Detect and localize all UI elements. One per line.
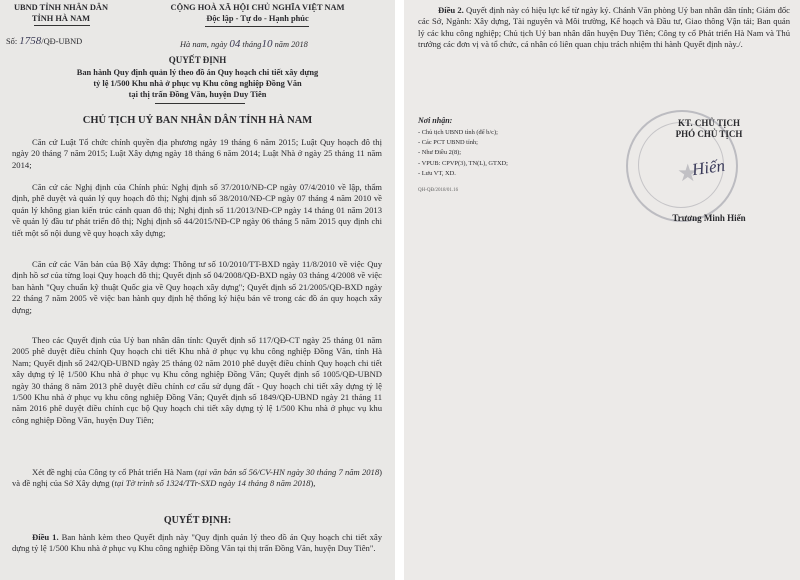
file-code: QH-QĐ/2018/01.16 xyxy=(418,188,459,193)
document-number: Số: 1758/QĐ-UBND xyxy=(6,35,83,47)
decision-title: QUYẾT ĐỊNH xyxy=(168,55,227,65)
official-seal: ★ xyxy=(626,110,738,222)
document-page-1 xyxy=(0,0,395,580)
document-page-2 xyxy=(404,0,800,580)
national-motto: Độc lập - Tự do - Hạnh phúc xyxy=(206,14,309,23)
article-2: Điều 2. Quyết định này có hiệu lực kể từ ngày ký. Chánh Văn phòng Uỷ ban nhân dân tỉnh; Giám đốc các Sở, Ngành: Xây dựng, Tài nguyên và Môi trường, Kế hoạch và Đầu tư, Giao thông Vận tải; Ban quản lý các khu công nghiệp; Chủ tịch Uỷ ban nhân dân huyện Duy Tiên; Công ty cổ Phát triển Hà Nam và Thủ trưởng các đơn vị và tổ chức, cá nhân có liên quan chịu trách nhiệm thi hành Quyết định này./. xyxy=(418,5,790,50)
legal-basis-decrees: Căn cứ các Nghị định của Chính phủ: Nghị định số 37/2010/NĐ-CP ngày 07/4/2010 về lập, thẩm định, phê duyệt và quản lý quy hoạch đô thị; Nghị định số 38/2010/NĐ-CP ngày 07 tháng 4 năm 2010 về quản lý không gian kiến trúc cảnh quan đô thị; Nghị định số 11/2013/NĐ-CP ngày 14 tháng 01 năm 2013 về quản lý đầu tư phát triển đô thị; Nghị định số 44/2015/NĐ-CP ngày 06 tháng 5 năm 2015 quy định chi tiết một số nội dung về quy hoạch xây dựng; xyxy=(12,182,382,238)
recipient-item: - Như Điều 2(8); xyxy=(418,149,462,157)
recipient-item: - Các PCT UBND tỉnh; xyxy=(418,139,478,147)
place-date: Hà nam, ngày 04 tháng10 năm 2018 xyxy=(180,38,308,50)
agency-name-line2: TỈNH HÀ NAM xyxy=(31,14,91,23)
decision-subject-line2: tỷ lệ 1/500 Khu nhà ở phục vụ Khu công nghiệp Đồng Văn xyxy=(93,79,302,88)
recipient-item: - Chủ tịch UBND tỉnh (để b/c); xyxy=(418,129,498,136)
signer-name: Trương Minh Hiến xyxy=(672,213,746,223)
subject-underline xyxy=(155,103,245,104)
recipients-title: Nơi nhận: xyxy=(418,116,453,125)
agency-underline xyxy=(34,25,90,26)
signature-title: PHÓ CHỦ TỊCH xyxy=(675,129,743,139)
decision-subject-line1: Ban hành Quy định quản lý theo đồ án Quy hoạch chi tiết xây dựng xyxy=(76,68,319,77)
authority-heading: CHỦ TỊCH UỶ BAN NHÂN DÂN TỈNH HÀ NAM xyxy=(82,115,313,126)
decision-subject-line3: tại thị trấn Đồng Văn, huyện Duy Tiên xyxy=(128,90,267,99)
motto-underline xyxy=(205,26,309,27)
legal-basis-ministry: Căn cứ các Văn bản của Bộ Xây dựng: Thông tư số 10/2010/TT-BXD ngày 11/8/2010 về việc Quy định hồ sơ của từng loại Quy hoạch đô thị; Quyết định số 04/2008/QĐ-BXD ngày 03 tháng 4/2008 về việc ban hành "Quy chuẩn kỹ thuật Quốc gia về Quy hoạch xây dựng"; Quyết định số 21/2005/QĐ-BXD ngày 22 tháng 7 năm 2005 về việc ban hành quy định hệ thống ký hiệu bản vẽ trong các đồ án quy hoạch xây dựng; xyxy=(12,259,382,315)
recipients-list xyxy=(418,128,588,179)
recipient-item: - Lưu VT, XD. xyxy=(418,169,456,177)
signature-org: KT. CHỦ TỊCH xyxy=(678,118,740,128)
agency-name-line1: UBND TỈNH NHÂN DÂN xyxy=(13,3,109,12)
proposal-paragraph: Xét đề nghị của Công ty cổ Phát triển Hà Nam (tại văn bản số 56/CV-HN ngày 30 tháng 7 năm 2018) và đề nghị của Sở Xây dựng (tại Tờ trình số 1324/TTr-SXD ngày 14 tháng 8 năm 2018), xyxy=(12,467,383,489)
handwritten-signature: Hiến xyxy=(690,155,727,180)
article-1: Điều 1. Ban hành kèm theo Quyết định này "Quy định quản lý theo đồ án Quy hoạch chi tiết xây dựng tỷ lệ 1/500 Khu nhà ở phục vụ Khu công nghiệp Đồng Văn tại thị trấn Đồng Văn, huyện Duy Tiên". xyxy=(12,532,383,554)
legal-basis-provincial: Theo các Quyết định của Uỷ ban nhân dân tỉnh: Quyết định số 117/QĐ-CT ngày 25 tháng 01 năm 2005 phê duyệt điều chỉnh Quy hoạch chi tiết Khu nhà ở phục vụ khu công nghiệp Đồng Văn, tỉnh Hà Nam; Quyết định số 242/QĐ-UBND ngày 25 tháng 02 năm 2010 phê duyệt điều chỉnh Quy hoạch chi tiết xây dựng tỷ lệ 1/500 Khu nhà ở phục vụ Khu công nghiệp Đồng Văn; Quyết định số 1005/QĐ-UBND ngày 30 tháng 8 năm 2013 phê duyệt điều chỉnh cơ cấu sử dụng đất - Quy hoạch chi tiết xây dựng tỷ lệ 1/500 Khu nhà ở phục vụ khu công nghiệp Đồng Văn; Quyết định số 1849/QĐ-UBND ngày 21 tháng 11 năm 2016 phê duyệt điều chỉnh cục bộ Quy hoạch chi tiết xây dựng tỷ lệ 1/500 Khu nhà ở phục vụ khu công nghiệp Đồng Văn, huyện Duy Tiên; xyxy=(12,335,382,425)
recipient-item: - VPUB: CPVP(3), TN(L), GTXD; xyxy=(418,159,508,167)
country-name: CỘNG HOÀ XÃ HỘI CHỦ NGHĨA VIỆT NAM xyxy=(170,3,345,12)
legal-basis-laws: Căn cứ Luật Tổ chức chính quyền địa phương ngày 19 tháng 6 năm 2015; Luật Quy hoạch đô thị ngày 20 tháng 7 năm 2015; Luật Xây dựng ngày 18 tháng 6 năm 2014; Luật Nhà ở ngày 25 tháng 11 năm 2014; xyxy=(12,137,382,170)
decides-heading: QUYẾT ĐỊNH: xyxy=(163,515,232,526)
